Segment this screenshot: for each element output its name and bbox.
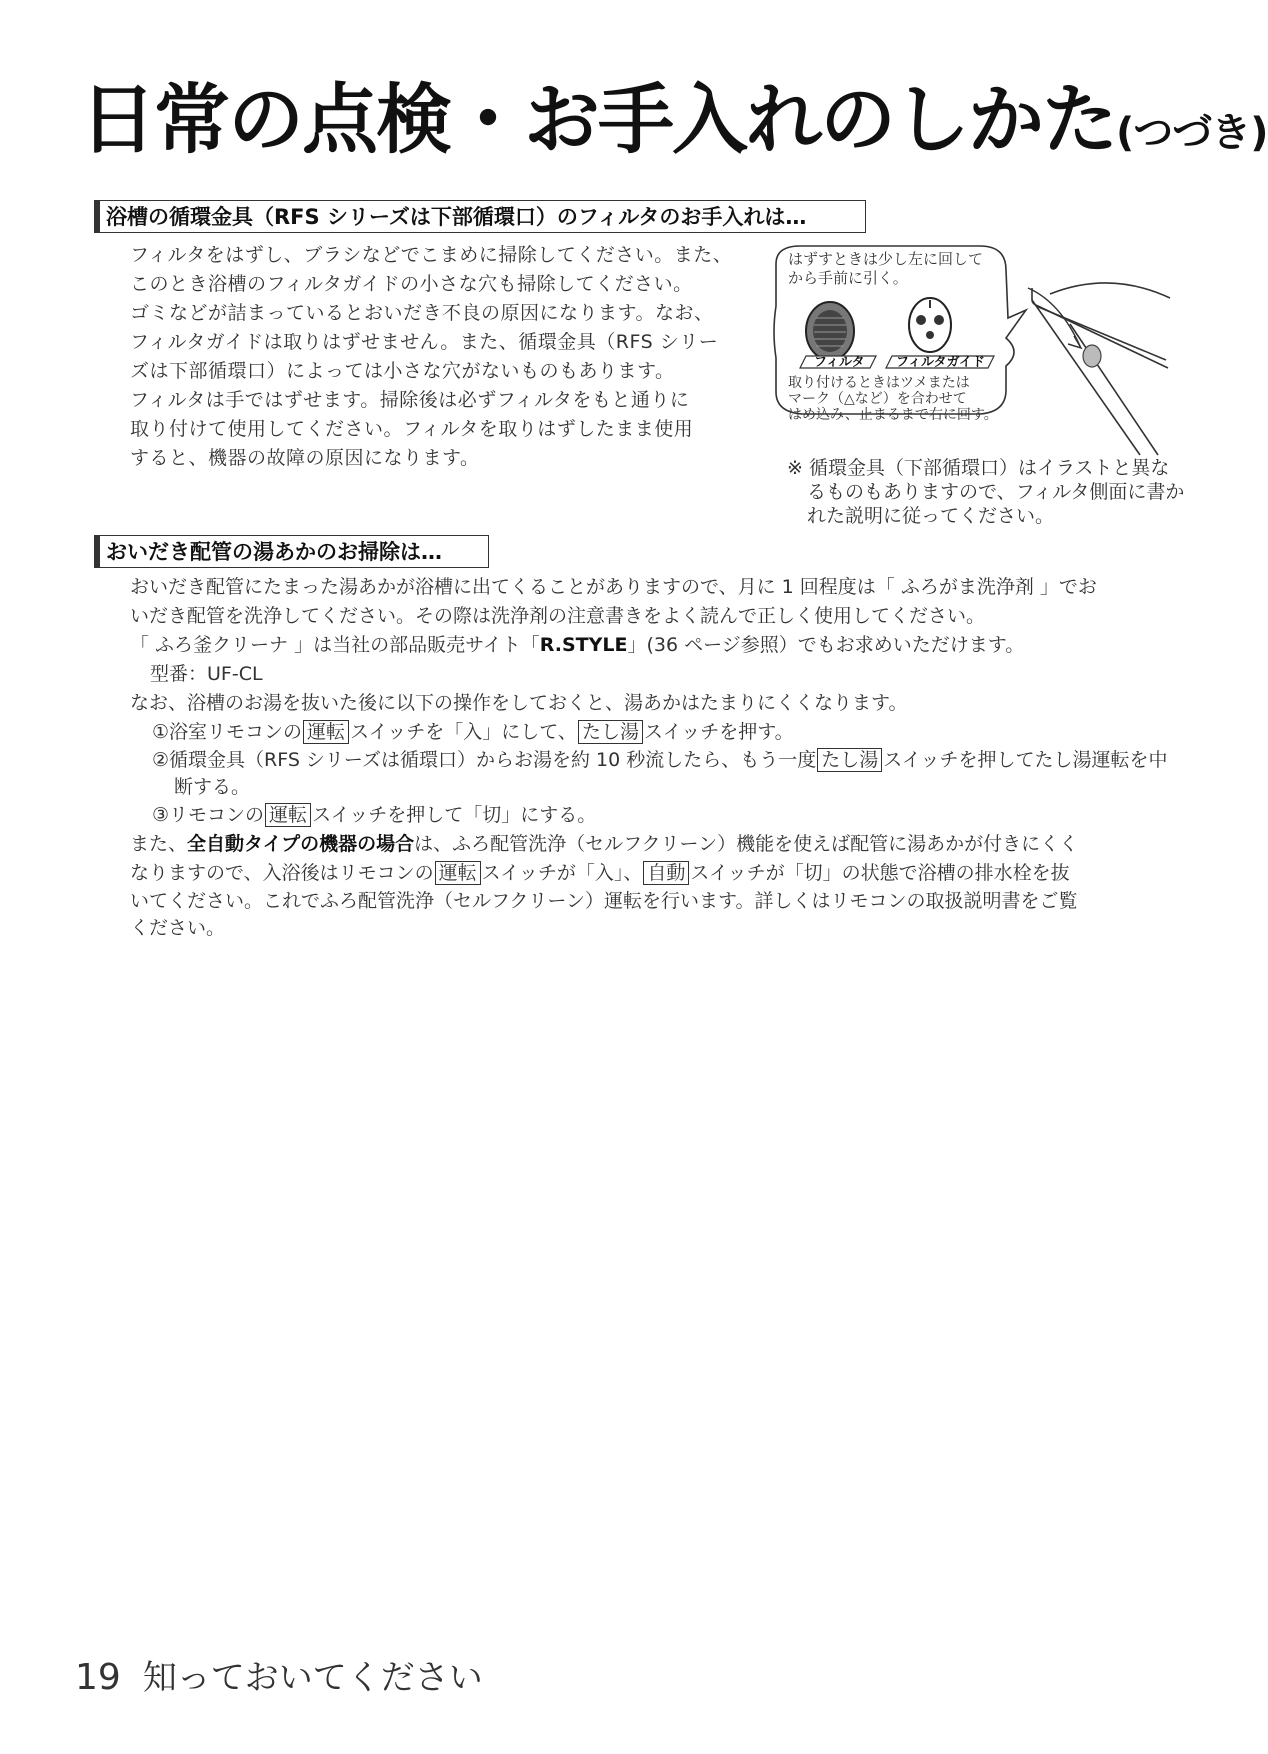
filter-guide-icon: [909, 298, 951, 352]
bubble-top-line-1: はずすときは少し左に回して: [788, 250, 984, 268]
filter-icon: [806, 302, 854, 360]
section2-heading: おいだき配管の湯あかのお掃除は…: [94, 535, 489, 568]
bubble-bottom-line-2: マーク（△など）を合わせて: [788, 391, 967, 407]
section2-line: おいだき配管にたまった湯あかが浴槽に出てくることがありますので、月に 1 回程度は「 ふろがま洗浄剤 」でお: [130, 576, 1097, 598]
circulation-fitting-icon: [1083, 345, 1101, 367]
step-3: ③リモコンの 運転 スイッチを押して「切」にする。: [152, 804, 597, 826]
section1-note: ※ 循環金具（下部循環口）はイラストと異なるものもありますので、フィルタ側面に書かれた説明に従ってください。: [787, 457, 1185, 527]
page-title-sub: (つづき): [1116, 110, 1268, 156]
page-number: 19: [75, 1657, 121, 1698]
full-auto-emphasis: 全自動タイプの機器の場合: [187, 833, 415, 855]
section2-line: 「 ふろ釜クリーナ 」は当社の部品販売サイト「R.STYLE」(36 ページ参照）でもお求めいただけます。: [130, 634, 1025, 656]
section2-line: いてください。これでふろ配管洗浄（セルフクリーン）運転を行います。詳しくはリモコンの取扱説明書をご覧: [130, 890, 1078, 912]
bathtub-drawing: [1032, 283, 1170, 455]
model-number: 型番：UF-CL: [150, 663, 263, 685]
filter-guide-label: フィルタガイド: [896, 355, 986, 370]
run-key-label: 運転: [435, 861, 481, 885]
bubble-bottom-line-3: はめ込み、止まるまで右に回す。: [788, 407, 998, 423]
section2-line: ください。: [130, 917, 226, 939]
auto-key-label: 自動: [643, 861, 689, 885]
step-2: ②循環金具（RFS シリーズは循環口）からお湯を約 10 秒流したら、もう一度 たし湯 スイッチを押してたし湯運転を中断する。: [152, 749, 1168, 798]
bubble-bottom-line-1: 取り付けるときはツメまたは: [788, 375, 970, 391]
rstyle-site-name: R.STYLE: [539, 634, 628, 656]
bubble-top-line-2: から手前に引く。: [788, 269, 908, 287]
page-title: 日常の点検・お手入れのしかた(つづき): [80, 75, 1268, 164]
filter-illustration: [770, 240, 1170, 455]
refill-key-label: たし湯: [578, 720, 643, 744]
section1-heading: 浴槽の循環金具（RFS シリーズは下部循環口）のフィルタのお手入れは…: [94, 200, 866, 233]
footer-section-name: 知っておいてください: [142, 1658, 483, 1698]
section1-paragraph: フィルタをはずし、ブラシなどでこまめに掃除してください。また、 このとき浴槽のフィルタガイドの小さな穴も掃除してください。 ゴミなどが詰まっているとおいだき不良の原因になります。なお、 フィルタガイドは取りはずせません。また、循環金具（RFS シリー ズは下部循環口）によっては小さな穴がないものもあります。 フィルタは手ではずせます。掃除後は必ずフィルタをもと通りに 取り付けて使用してください。フィルタを取りはずしたまま使用 すると、機器の故障の原因になります。: [130, 244, 733, 469]
section2-line: なお、浴槽のお湯を抜いた後に以下の操作をしておくと、湯あかはたまりにくくなります。: [130, 692, 908, 714]
section2-body: [130, 573, 1170, 942]
refill-key-label: たし湯: [817, 748, 882, 772]
step-1: ①浴室リモコンの 運転 スイッチを「入」にして、 たし湯 スイッチを押す。: [152, 721, 794, 743]
run-key-label: 運転: [303, 720, 349, 744]
filter-label: フィルタ: [814, 355, 865, 370]
section2-line: いだき配管を洗浄してください。その際は洗浄剤の注意書きをよく読んで正しく使用してください。: [130, 605, 986, 627]
pointer-arrow: [1028, 288, 1080, 346]
section2-line: また、全自動タイプの機器の場合は、ふろ配管洗浄（セルフクリーン）機能を使えば配管に湯あかが付きにくく: [130, 833, 1079, 855]
page-footer: [75, 1650, 483, 1699]
section2-line: なりますので、入浴後はリモコンの 運転 スイッチが「入」、 自動 スイッチが「切」の状態で浴槽の排水栓を抜: [130, 862, 1070, 884]
run-key-label: 運転: [265, 803, 311, 827]
